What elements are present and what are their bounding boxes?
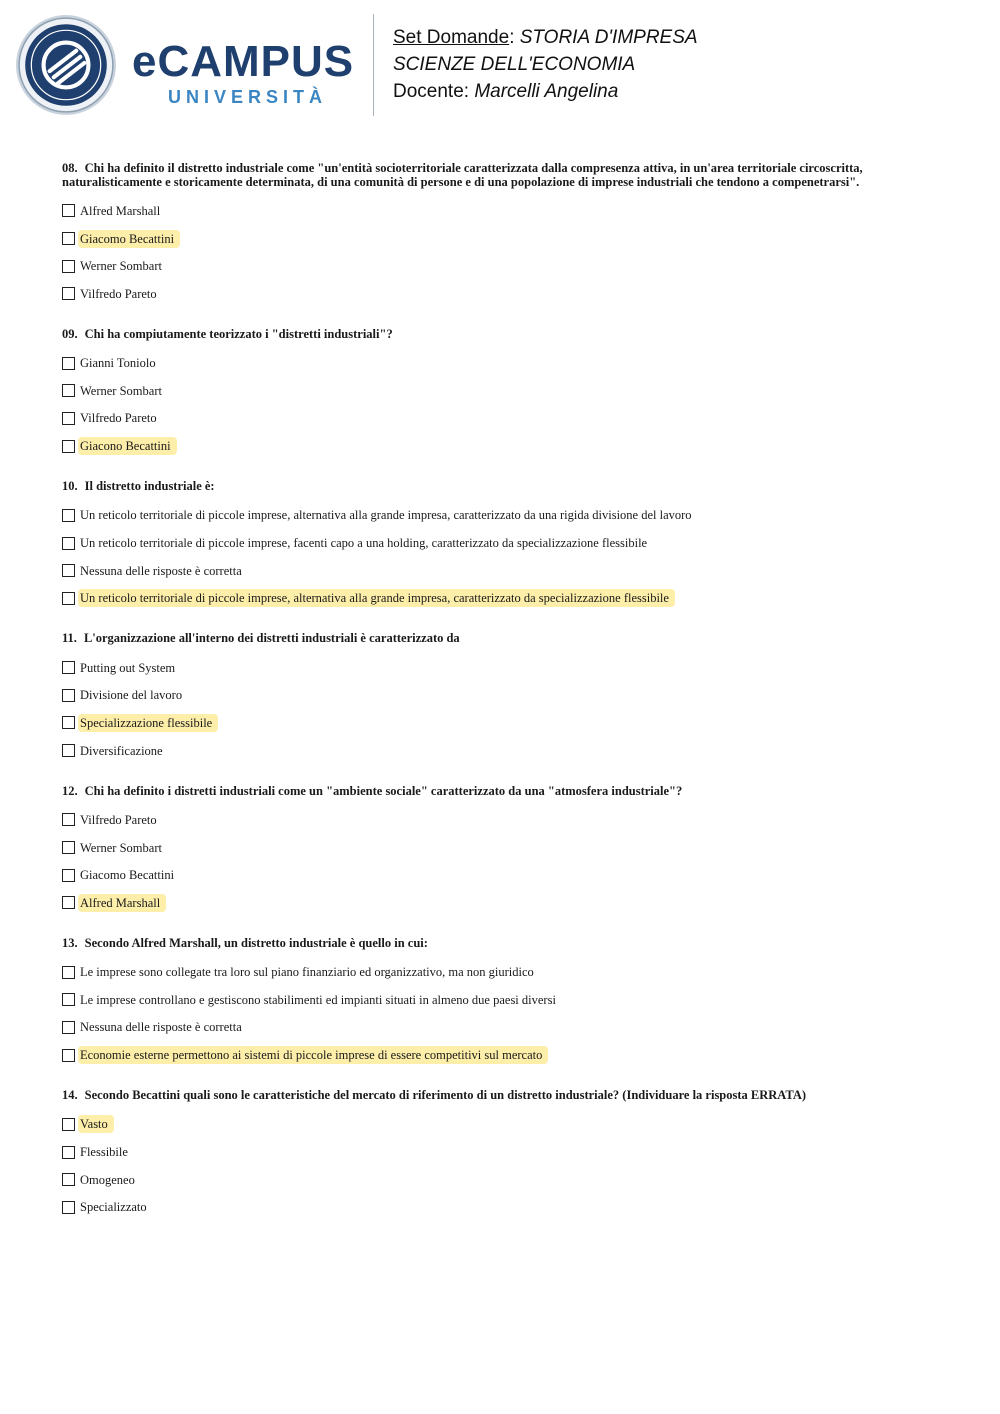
- option-item[interactable]: [62, 197, 922, 225]
- questions-list: [62, 162, 922, 1241]
- option-item[interactable]: [62, 681, 922, 709]
- brand-wordmark: eCAMPUS: [132, 37, 355, 86]
- option-label: Un reticolo territoriale di piccole imprese, facenti capo a una holding, caratterizzato da specializzazione flessibile: [80, 536, 648, 551]
- option-label-highlighted: Vasto: [78, 1115, 114, 1133]
- question-text: Chi ha definito i distretti industriali come un "ambiente sociale" caratterizzato da una "atmosfera industriale"?: [84, 783, 683, 798]
- header-divider: [373, 14, 374, 116]
- set-label: Set Domande: [393, 27, 510, 48]
- option-item[interactable]: [62, 377, 922, 405]
- faculty-name: SCIENZE DELL'ECONOMIA: [393, 54, 636, 75]
- option-item[interactable]: [62, 834, 922, 862]
- question-text: Chi ha definito il distretto industriale come "un'entità socioterritoriale caratterizzata dalla compresenza attiva, in un'area territoriale circoscritta, naturalisticamente e storicamente determinata, di una comunità di persone e di una popolazione di imprese industriali che tendono a compenetrarsi".: [62, 161, 863, 189]
- option-label-highlighted: Alfred Marshall: [78, 894, 166, 912]
- option-item[interactable]: [62, 889, 922, 917]
- option-label: Divisione del lavoro: [80, 688, 183, 703]
- question-text: Chi ha compiutamente teorizzato i "distretti industriali"?: [84, 326, 393, 341]
- option-item[interactable]: [62, 1166, 922, 1194]
- option-label: Alfred Marshall: [80, 203, 161, 218]
- answer-checkbox[interactable]: [62, 592, 75, 605]
- option-item[interactable]: [62, 737, 922, 765]
- teacher-line: [393, 78, 698, 105]
- question-number: 14.: [62, 1088, 78, 1102]
- option-item[interactable]: [62, 252, 922, 280]
- question-number: 09.: [62, 326, 78, 341]
- brand-subline: UNIVERSITÀ: [168, 87, 328, 107]
- option-item[interactable]: [62, 1138, 922, 1166]
- teacher-name: Marcelli Angelina: [474, 81, 619, 102]
- header-info: [393, 24, 698, 105]
- answer-checkbox[interactable]: [62, 537, 75, 550]
- answer-checkbox[interactable]: [62, 896, 75, 909]
- answer-checkbox[interactable]: [62, 716, 75, 729]
- question-number: 12.: [62, 783, 78, 798]
- option-label: Le imprese sono collegate tra loro sul piano finanziario ed organizzativo, ma non giuridico: [80, 965, 534, 980]
- option-label: Vilfredo Pareto: [80, 286, 157, 301]
- option-label: Gianni Toniolo: [80, 356, 156, 371]
- option-label: Diversificazione: [80, 743, 163, 758]
- answer-checkbox[interactable]: [62, 357, 75, 370]
- question-10: [62, 480, 922, 612]
- option-label: Werner Sombart: [80, 383, 162, 398]
- answer-checkbox[interactable]: [62, 1118, 75, 1131]
- answer-checkbox[interactable]: [62, 564, 75, 577]
- question-text: Il distretto industriale è:: [84, 479, 215, 493]
- question-number: 11.: [62, 631, 77, 646]
- option-label: Werner Sombart: [80, 840, 162, 855]
- answer-checkbox[interactable]: [62, 440, 75, 453]
- option-item[interactable]: [62, 349, 922, 377]
- answer-checkbox[interactable]: [62, 232, 75, 245]
- option-item[interactable]: [62, 405, 922, 433]
- option-label-highlighted: Economie esterne permettono ai sistemi di piccole imprese di essere competitivi sul mercato: [78, 1046, 548, 1064]
- answer-checkbox[interactable]: [62, 744, 75, 757]
- option-label: Putting out System: [80, 660, 176, 675]
- answer-checkbox[interactable]: [62, 509, 75, 522]
- answer-checkbox[interactable]: [62, 412, 75, 425]
- question-09: [62, 328, 922, 460]
- answer-checkbox[interactable]: [62, 689, 75, 702]
- option-label: Omogeneo: [80, 1172, 135, 1187]
- option-label: Le imprese controllano e gestiscono stabilimenti ed impianti situati in almeno due paesi diversi: [80, 992, 556, 1007]
- page-header: [0, 0, 1000, 130]
- option-item[interactable]: [62, 709, 922, 737]
- option-label-highlighted: Specializzazione flessibile: [78, 714, 218, 732]
- option-item[interactable]: [62, 502, 922, 530]
- option-item[interactable]: [62, 529, 922, 557]
- answer-checkbox[interactable]: [62, 1049, 75, 1062]
- option-label: Specializzato: [80, 1200, 147, 1215]
- answer-checkbox[interactable]: [62, 204, 75, 217]
- answer-checkbox[interactable]: [62, 993, 75, 1006]
- answer-checkbox[interactable]: [62, 260, 75, 273]
- question-text: Secondo Becattini quali sono le caratteristiche del mercato di riferimento di un distretto industriale? (Individuare la risposta ERRATA): [84, 1088, 807, 1102]
- option-label: Nessuna delle risposte è corretta: [80, 563, 242, 578]
- question-11: [62, 632, 922, 764]
- question-14: [62, 1089, 922, 1221]
- option-label: Werner Sombart: [80, 259, 162, 274]
- option-item[interactable]: [62, 1111, 922, 1139]
- answer-checkbox[interactable]: [62, 1201, 75, 1214]
- question-number: 10.: [62, 479, 78, 493]
- option-item[interactable]: [62, 1014, 922, 1042]
- question-12: [62, 785, 922, 917]
- set-separator: :: [509, 27, 520, 48]
- answer-checkbox[interactable]: [62, 661, 75, 674]
- option-item[interactable]: [62, 958, 922, 986]
- option-label: Nessuna delle risposte è corretta: [80, 1020, 242, 1035]
- question-text: L'organizzazione all'interno dei distretti industriali è caratterizzato da: [83, 631, 460, 646]
- option-item[interactable]: [62, 986, 922, 1014]
- option-label: Vilfredo Pareto: [80, 812, 157, 827]
- ecampus-seal-icon: [15, 14, 117, 116]
- answer-checkbox[interactable]: [62, 287, 75, 300]
- question-text: Secondo Alfred Marshall, un distretto industriale è quello in cui:: [84, 935, 428, 950]
- question-number: 08.: [62, 161, 78, 175]
- answer-checkbox[interactable]: [62, 813, 75, 826]
- answer-checkbox[interactable]: [62, 1021, 75, 1034]
- option-label: Giacomo Becattini: [80, 868, 175, 883]
- option-item[interactable]: [62, 1194, 922, 1222]
- question-13: [62, 937, 922, 1069]
- option-label-highlighted: Giacono Becattini: [78, 437, 177, 455]
- option-label: Flessibile: [80, 1145, 128, 1160]
- option-item[interactable]: [62, 557, 922, 585]
- question-08: [62, 162, 922, 308]
- option-label-highlighted: Un reticolo territoriale di piccole imprese, alternativa alla grande impresa, caratterizzato da specializzazione flessibile: [78, 589, 675, 607]
- answer-checkbox[interactable]: [62, 966, 75, 979]
- option-label: Un reticolo territoriale di piccole imprese, alternativa alla grande impresa, caratterizzato da una rigida divisione del lavoro: [80, 508, 692, 523]
- option-item[interactable]: [62, 861, 922, 889]
- option-item[interactable]: [62, 585, 922, 613]
- option-item[interactable]: [62, 432, 922, 460]
- answer-checkbox[interactable]: [62, 1146, 75, 1159]
- answer-checkbox[interactable]: [62, 841, 75, 854]
- option-item[interactable]: [62, 806, 922, 834]
- answer-checkbox[interactable]: [62, 869, 75, 882]
- set-line: [393, 24, 698, 51]
- question-number: 13.: [62, 935, 78, 950]
- teacher-label: Docente:: [393, 81, 475, 102]
- answer-checkbox[interactable]: [62, 384, 75, 397]
- option-item[interactable]: [62, 1041, 922, 1069]
- course-name: STORIA D'IMPRESA: [519, 27, 698, 48]
- option-item[interactable]: [62, 280, 922, 308]
- option-item[interactable]: [62, 654, 922, 682]
- option-item[interactable]: [62, 225, 922, 253]
- option-label-highlighted: Giacomo Becattini: [78, 230, 180, 248]
- answer-checkbox[interactable]: [62, 1173, 75, 1186]
- option-label: Vilfredo Pareto: [80, 411, 157, 426]
